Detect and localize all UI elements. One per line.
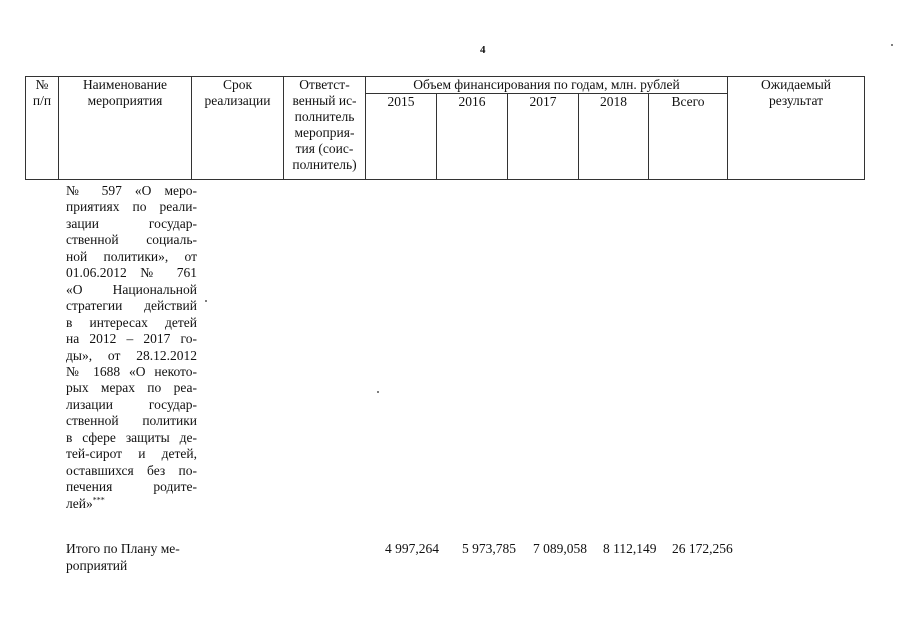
scan-speck: [377, 391, 379, 393]
description-line: в интересах детей: [66, 314, 197, 330]
total-label: Итого по Плану ме- роприятий: [66, 541, 180, 573]
total-all: 26 172,256: [672, 541, 733, 556]
total-2017: 7 089,058: [533, 541, 587, 556]
total-2018: 8 112,149: [603, 541, 657, 556]
header-table: [25, 76, 865, 180]
description-line: 01.06.2012 № 761: [66, 265, 197, 281]
header-year-2017: 2017: [508, 94, 579, 180]
footnote-mark: ***: [92, 495, 105, 505]
description-line: ной политики», от: [66, 248, 197, 264]
description-line: рых мерах по реа-: [66, 380, 197, 396]
scan-speck: [205, 300, 207, 302]
header-year-2018: 2018: [579, 94, 649, 180]
description-line: ды», от 28.12.2012: [66, 347, 197, 363]
header-col-number: № п/п: [26, 77, 59, 180]
description-line: оставшихся без по-: [66, 462, 197, 478]
description-line: ственной политики: [66, 413, 197, 429]
description-line-last: лей»***: [66, 495, 105, 511]
total-2015: 4 997,264: [385, 541, 439, 556]
description-line: в сфере защиты де-: [66, 429, 197, 445]
description-line: № 597 «О меро-: [66, 183, 197, 198]
description-line: № 1688 «О некото-: [66, 363, 197, 379]
description-line: стратегии действий: [66, 298, 197, 314]
header-col-result: Ожидаемый результат: [728, 77, 865, 180]
header-year-2015: 2015: [366, 94, 437, 180]
scan-speck: [891, 44, 893, 46]
page-number: 4: [480, 44, 486, 56]
header-col-name: Наименование мероприятия: [59, 77, 192, 180]
description-line: зации государ-: [66, 215, 197, 231]
description-line: лизации государ-: [66, 396, 197, 412]
header-col-term: Срок реализации: [192, 77, 284, 180]
header-year-2016: 2016: [437, 94, 508, 180]
header-col-responsible: Ответст- венный ис- полнитель мероприя- тия (соис- полнитель): [284, 77, 366, 180]
header-col-financing: Объем финансирования по годам, млн. рублей: [366, 77, 728, 94]
description-line: ственной социаль-: [66, 232, 197, 248]
description-line: приятиях по реали-: [66, 199, 197, 215]
description-line: печения родите-: [66, 479, 197, 495]
measure-description: [66, 183, 197, 512]
description-line: на 2012 – 2017 го-: [66, 331, 197, 347]
header-total: Всего: [649, 94, 728, 180]
description-line: «О Национальной: [66, 281, 197, 297]
description-line: тей-сирот и детей,: [66, 446, 197, 462]
total-2016: 5 973,785: [462, 541, 516, 556]
